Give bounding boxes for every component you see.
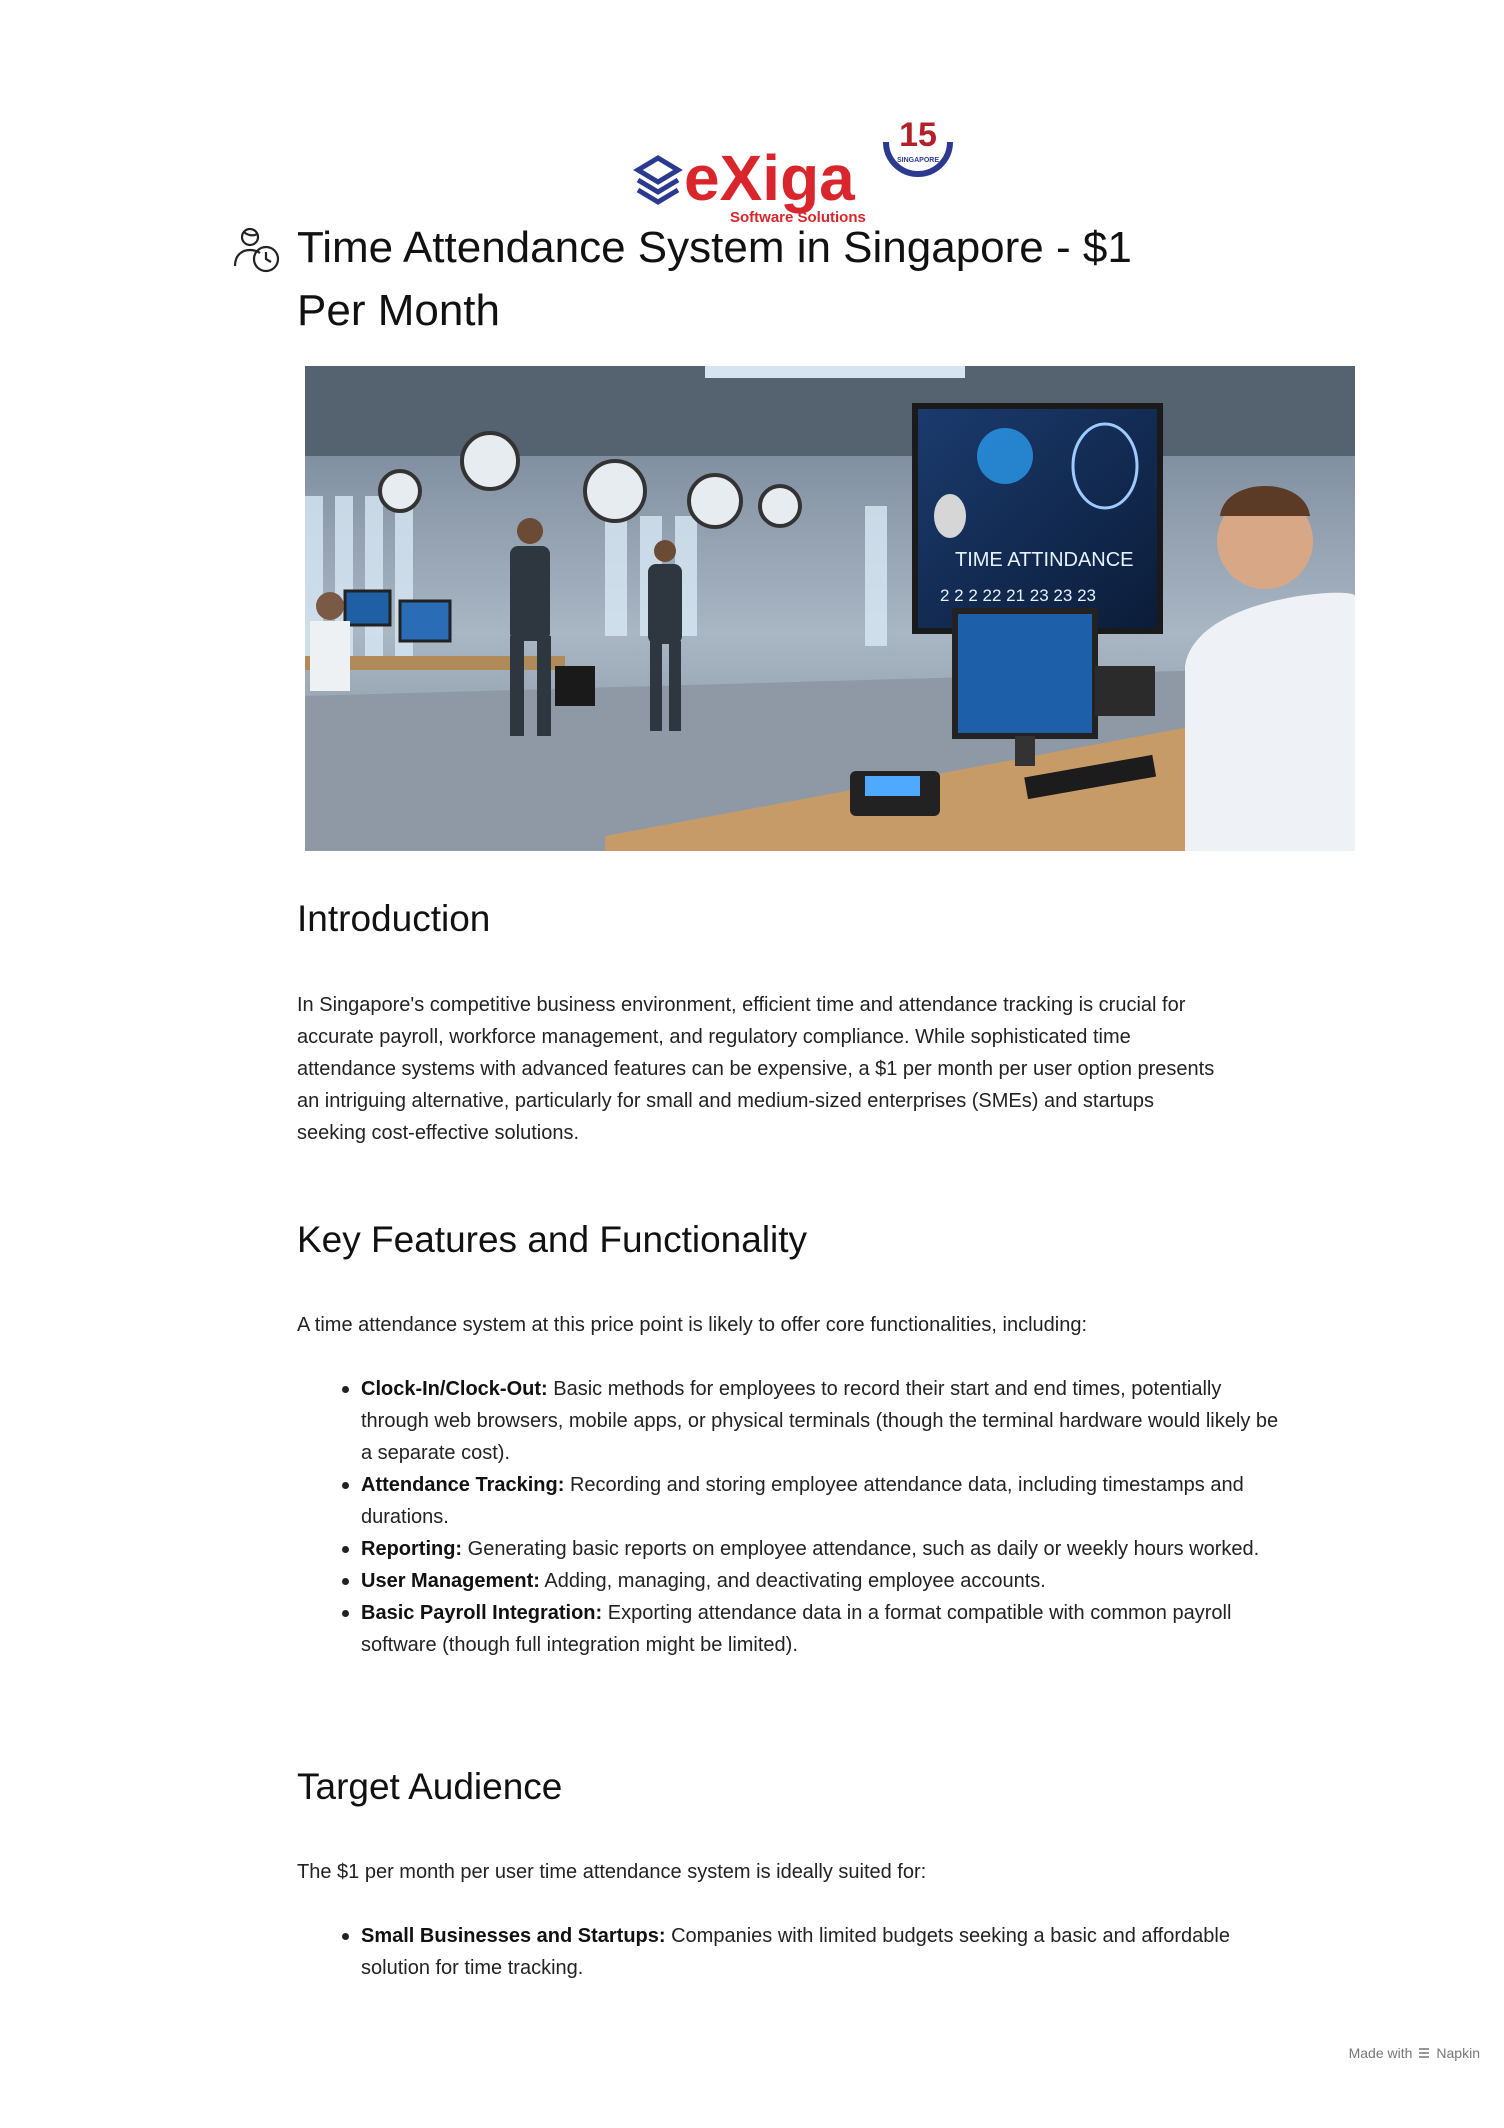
badge-number: 15 [899,116,937,154]
list-item-text: Exporting attendance data in a format compatible with common payroll software (though full integration might be limited). [361,1602,1232,1656]
layers-icon [638,158,678,202]
list-item-term: Clock-In/Clock-Out: [361,1378,548,1400]
list-item-text: Companies with limited budgets seeking a basic and affordable solution for time tracking. [361,1925,1230,1979]
logo-tagline: Software Solutions [730,209,866,226]
company-logo [630,112,970,230]
list-item-text: Adding, managing, and deactivating employee accounts. [539,1570,1046,1592]
screen-title: TIME ATTINDANCE [955,549,1134,571]
list-item [361,1597,1281,1661]
list-item-text: Basic methods for employees to record their start and end times, potentially through web browsers, mobile apps, or physical terminals (though the terminal hardware would likely be a separate cost). [361,1378,1279,1464]
list-item [361,1533,1281,1565]
anniversary-badge [886,116,950,174]
section-heading-introduction: Introduction [297,898,491,939]
list-item-term: Reporting: [361,1538,463,1560]
features-intro-paragraph: A time attendance system at this price point is likely to offer core functionalities, including: [297,1314,1088,1336]
list-item-term: User Management: [361,1570,540,1592]
hero-image [305,366,1355,851]
badge-text: SINGAPORE [896,157,940,164]
page-title: Time Attendance System in Singapore - $1 Per Month [297,223,1132,335]
logo-wordmark: eXiga [684,142,855,214]
list-item-term: Basic Payroll Integration: [361,1602,603,1624]
list-item-term: Small Businesses and Startups: [361,1925,666,1947]
features-list [297,1373,1281,1661]
list-item [361,1565,1281,1597]
list-item-text: Recording and storing employee attendance data, including timestamps and durations. [361,1474,1244,1528]
list-item-text: Generating basic reports on employee attendance, such as daily or weekly hours worked. [462,1538,1260,1560]
user-clock-icon [230,222,286,278]
audience-list [297,1920,1281,1984]
section-heading-target-audience: Target Audience [297,1766,563,1807]
list-item-term: Attendance Tracking: [361,1474,565,1496]
list-item [361,1920,1281,1984]
audience-intro-paragraph: The $1 per month per user time attendance system is ideally suited for: [297,1861,927,1883]
made-with-napkin-footer[interactable] [1349,2045,1480,2061]
list-item [361,1469,1281,1533]
list-item [361,1373,1281,1469]
section-heading-key-features: Key Features and Functionality [297,1219,808,1260]
introduction-paragraph: In Singapore's competitive business environment, efficient time and attendance tracking is crucial for accurate payroll, workforce management, and regulatory compliance. While sophisticated time attendance systems with advanced features can be expensive, a $1 per month per user option presents an intriguing alternative, particularly for small and medium-sized enterprises (SMEs) and startups seeking cost-effective solutions. [297,994,1215,1144]
made-with-label: Made with [1348,2045,1413,2061]
napkin-logo-icon [1417,2046,1431,2060]
screen-digits: 2 2 2 22 21 23 23 23 [940,586,1096,605]
napkin-brand: Napkin [1436,2045,1480,2061]
